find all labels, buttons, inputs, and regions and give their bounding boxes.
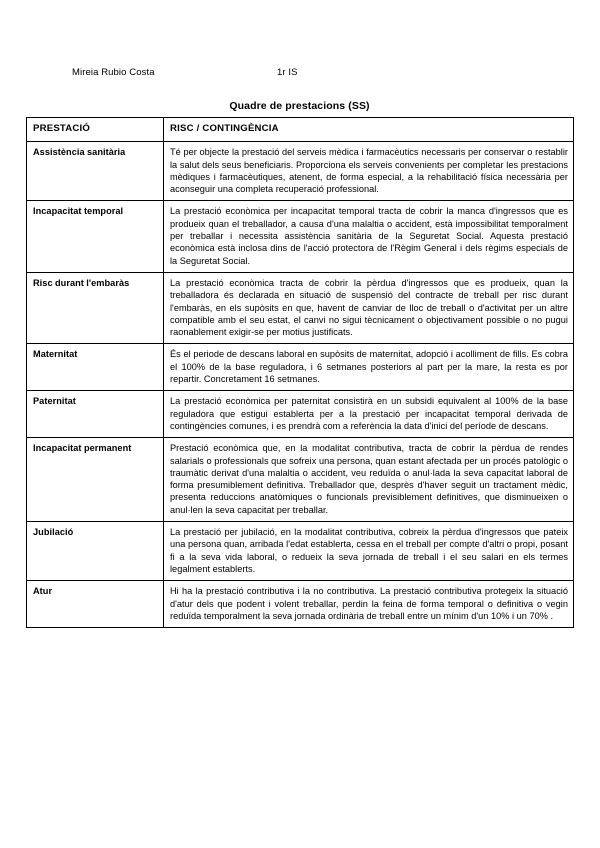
table-row [27, 142, 574, 201]
prestacio-label: Risc durant l'embaràs [27, 272, 164, 343]
prestacio-label: Paternitat [27, 391, 164, 438]
table-row [27, 272, 574, 343]
table-row [27, 391, 574, 438]
course-code: 1r IS [277, 67, 298, 78]
risc-description: Hi ha la prestació contributiva i la no contributiva. La prestació contributiva protegeix la situació d'atur dels que podent i volent treballar, perdin la feina de forma temporal o definitiva o vegin reduïda temporalment la seva jornada ordinària de treball entre un mínim d'un 10% i un 70% . [164, 581, 574, 628]
risc-description: La prestació econòmica tracta de cobrir la pèrdua d'ingressos que es produeix, quan la treballadora és declarada en situació de suspensió del contracte de treball per risc durant l'embaràs, en els supòsits en que, havent de canviar de lloc de treball o d'activitat per un altre compatible amb el seu estat, el canvi no sigui tècnicament o objectivament possible o no pugui raonablement exigir-se per motius justificats. [164, 272, 574, 343]
table-row [27, 581, 574, 628]
student-name: Mireia Rubio Costa [72, 67, 155, 78]
table-row [27, 438, 574, 522]
prestacio-label: Incapacitat temporal [27, 201, 164, 272]
prestacions-table [26, 117, 574, 628]
table-header-row [27, 118, 574, 142]
table-row [27, 201, 574, 272]
document-header [72, 67, 502, 79]
risc-description: Té per objecte la prestació del serveis mèdica i farmacèutics necessaris per conservar o restablir la salut dels seus beneficiaris. Proporciona els serveis convenients per completar les prestacions mèdiques i farmacèutiques, atenent, de forma especial, a la rehabilitació física necessària per aconseguir una completa recuperació professional. [164, 142, 574, 201]
prestacio-label: Assistència sanitària [27, 142, 164, 201]
page-title: Quadre de prestacions (SS) [229, 100, 370, 112]
column-header-risc: RISC / CONTINGÈNCIA [164, 118, 574, 142]
table-row [27, 344, 574, 391]
risc-description: Prestació econòmica que, en la modalitat contributiva, tracta de cobrir la pèrdua de rendes salarials o professionals que sofreix una persona, quan estant afectada per un procés patològic o traumàtic derivat d'una malaltia o accident, veu reduïda o anul·lada la seva capacitat laboral de forma presumiblement definitiva. Treballador que, desprès d'haver seguit un tractament mèdic, presenta reduccions anatòmiques o funcionals previsiblement definitives, que disminueixen o anul·len la seva capacitat per treballar. [164, 438, 574, 522]
risc-description: La prestació per jubilació, en la modalitat contributiva, cobreix la pèrdua d'ingressos que pateix una persona quan, arribada l'edat establerta, cessa en el treball per compte d'altri o propi, posant fi a la seva vida laboral, o redueix la seva jornada de treball i el seu salari en els termes legalment establerts. [164, 522, 574, 581]
risc-description: La prestació econòmica per incapacitat temporal tracta de cobrir la manca d'ingressos que es produeix quan el treballador, a causa d'una malaltia o accident, està impossibilitat temporalment per treballar i necessita assistència sanitària de la Seguretat Social. Aquesta prestació econòmica està inclosa dins de l'acció protectora de l'Règim General i dels règims especials de la Seguretat Social. [164, 201, 574, 272]
prestacio-label: Jubilació [27, 522, 164, 581]
table-row [27, 522, 574, 581]
prestacio-label: Incapacitat permanent [27, 438, 164, 522]
column-header-prestacio: PRESTACIÓ [27, 118, 164, 142]
prestacio-label: Atur [27, 581, 164, 628]
risc-description: La prestació econòmica per paternitat consistirà en un subsidi equivalent al 100% de la base reguladora que estigui establerta per a la prestació per incapacitat temporal derivada de contingències comunes, i es prendrà com a referència la data d'inici del període de descans. [164, 391, 574, 438]
risc-description: És el periode de descans laboral en supòsits de maternitat, adopció i acolliment de fills. Es cobra el 100% de la base reguladora, i 6 setmanes posteriors al part per la mare, la resta es por repartir. Concretament 16 setmanes. [164, 344, 574, 391]
prestacio-label: Maternitat [27, 344, 164, 391]
